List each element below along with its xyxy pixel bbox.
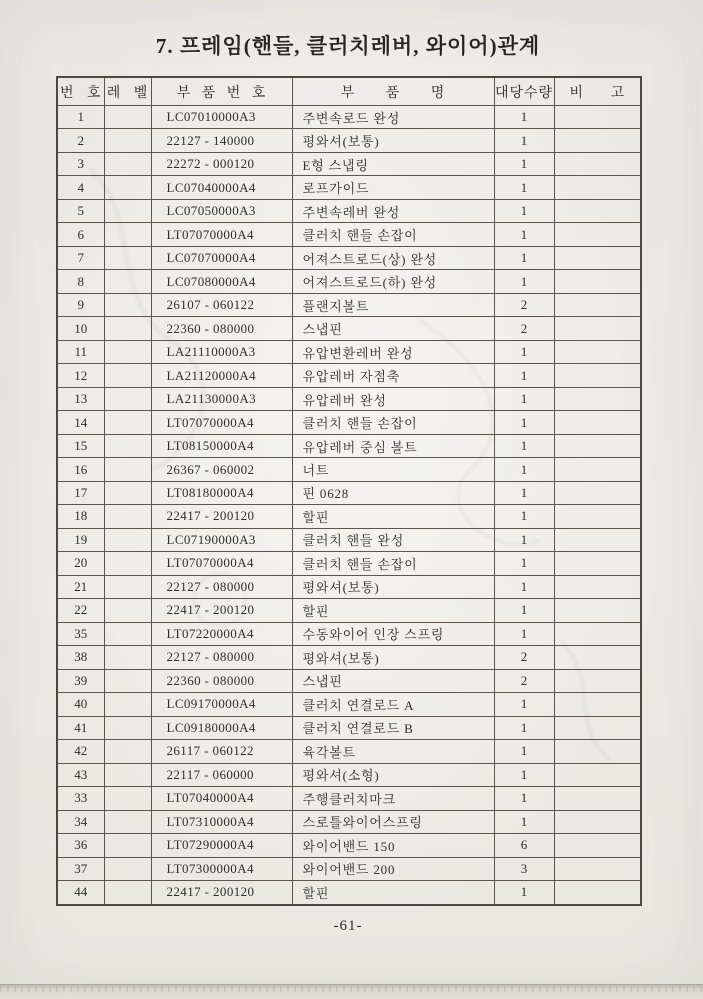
header-part-name: 부 품 명 bbox=[292, 77, 494, 106]
cell-remarks bbox=[554, 646, 641, 669]
cell-part-name: 로프가이드 bbox=[292, 176, 494, 199]
cell-part-number: LC07010000A3 bbox=[151, 106, 292, 129]
cell-qty: 1 bbox=[494, 763, 554, 786]
cell-part-name: 와이어밴드 200 bbox=[292, 857, 494, 880]
table-row bbox=[57, 387, 641, 410]
cell-part-number: LT07040000A4 bbox=[151, 787, 292, 810]
cell-part-number: 22127 - 080000 bbox=[151, 575, 292, 598]
cell-part-number: LT07070000A4 bbox=[151, 411, 292, 434]
cell-remarks bbox=[554, 810, 641, 833]
cell-qty: 1 bbox=[494, 223, 554, 246]
cell-no: 8 bbox=[57, 270, 104, 293]
cell-part-name: 유압레버 자점축 bbox=[292, 364, 494, 387]
table-header-row bbox=[57, 77, 641, 106]
cell-qty: 1 bbox=[494, 599, 554, 622]
cell-no: 12 bbox=[57, 364, 104, 387]
cell-remarks bbox=[554, 669, 641, 692]
cell-part-number: 26367 - 060002 bbox=[151, 458, 292, 481]
cell-remarks bbox=[554, 152, 641, 175]
cell-level bbox=[104, 152, 151, 175]
table-row bbox=[57, 669, 641, 692]
cell-no: 44 bbox=[57, 880, 104, 905]
cell-qty: 1 bbox=[494, 199, 554, 222]
table-row bbox=[57, 434, 641, 457]
cell-no: 21 bbox=[57, 575, 104, 598]
cell-part-name: 육각볼트 bbox=[292, 740, 494, 763]
cell-no: 16 bbox=[57, 458, 104, 481]
cell-no: 2 bbox=[57, 129, 104, 152]
cell-qty: 1 bbox=[494, 434, 554, 457]
cell-qty: 1 bbox=[494, 505, 554, 528]
cell-part-number: 22417 - 200120 bbox=[151, 599, 292, 622]
cell-no: 3 bbox=[57, 152, 104, 175]
cell-part-name: 와이어밴드 150 bbox=[292, 834, 494, 857]
cell-remarks bbox=[554, 787, 641, 810]
cell-qty: 1 bbox=[494, 458, 554, 481]
table-row bbox=[57, 575, 641, 598]
cell-remarks bbox=[554, 199, 641, 222]
cell-qty: 1 bbox=[494, 740, 554, 763]
cell-level bbox=[104, 599, 151, 622]
cell-part-name: 수동와이어 인장 스프링 bbox=[292, 622, 494, 645]
cell-remarks bbox=[554, 270, 641, 293]
cell-qty: 6 bbox=[494, 834, 554, 857]
cell-remarks bbox=[554, 317, 641, 340]
cell-qty: 2 bbox=[494, 317, 554, 340]
cell-qty: 1 bbox=[494, 716, 554, 739]
cell-part-name: 클러치 핸들 완성 bbox=[292, 528, 494, 551]
cell-part-number: 22360 - 080000 bbox=[151, 317, 292, 340]
cell-part-name: 할핀 bbox=[292, 505, 494, 528]
cell-remarks bbox=[554, 622, 641, 645]
cell-remarks bbox=[554, 599, 641, 622]
cell-part-number: LC09170000A4 bbox=[151, 693, 292, 716]
cell-level bbox=[104, 223, 151, 246]
cell-part-number: 22417 - 200120 bbox=[151, 880, 292, 905]
cell-no: 5 bbox=[57, 199, 104, 222]
cell-no: 43 bbox=[57, 763, 104, 786]
table-row bbox=[57, 857, 641, 880]
cell-no: 41 bbox=[57, 716, 104, 739]
cell-part-number: 26117 - 060122 bbox=[151, 740, 292, 763]
cell-no: 6 bbox=[57, 223, 104, 246]
cell-part-name: 평와셔(보통) bbox=[292, 575, 494, 598]
cell-part-name: 유압레버 중심 볼트 bbox=[292, 434, 494, 457]
cell-remarks bbox=[554, 552, 641, 575]
table-row bbox=[57, 599, 641, 622]
cell-no: 37 bbox=[57, 857, 104, 880]
scan-edge-speckle bbox=[0, 986, 703, 992]
cell-part-name: 클러치 핸들 손잡이 bbox=[292, 223, 494, 246]
cell-level bbox=[104, 763, 151, 786]
cell-qty: 1 bbox=[494, 106, 554, 129]
cell-part-number: LC07040000A4 bbox=[151, 176, 292, 199]
cell-qty: 3 bbox=[494, 857, 554, 880]
table-row bbox=[57, 810, 641, 833]
cell-part-name: E형 스냅링 bbox=[292, 152, 494, 175]
cell-remarks bbox=[554, 246, 641, 269]
cell-no: 34 bbox=[57, 810, 104, 833]
cell-level bbox=[104, 787, 151, 810]
table-row bbox=[57, 481, 641, 504]
cell-part-number: LT07070000A4 bbox=[151, 552, 292, 575]
cell-part-name: 핀 0628 bbox=[292, 481, 494, 504]
table-row bbox=[57, 152, 641, 175]
cell-level bbox=[104, 528, 151, 551]
cell-level bbox=[104, 646, 151, 669]
cell-part-name: 어져스트로드(상) 완성 bbox=[292, 246, 494, 269]
cell-no: 13 bbox=[57, 387, 104, 410]
table-row bbox=[57, 129, 641, 152]
cell-no: 4 bbox=[57, 176, 104, 199]
cell-qty: 1 bbox=[494, 575, 554, 598]
page-number: -61- bbox=[333, 918, 363, 934]
cell-level bbox=[104, 129, 151, 152]
header-remarks: 비 고 bbox=[554, 77, 641, 106]
table-row bbox=[57, 411, 641, 434]
cell-no: 9 bbox=[57, 293, 104, 316]
cell-part-name: 너트 bbox=[292, 458, 494, 481]
cell-no: 42 bbox=[57, 740, 104, 763]
cell-part-name: 할핀 bbox=[292, 880, 494, 905]
cell-part-number: 22417 - 200120 bbox=[151, 505, 292, 528]
cell-remarks bbox=[554, 857, 641, 880]
table-row bbox=[57, 834, 641, 857]
cell-part-number: LT07310000A4 bbox=[151, 810, 292, 833]
cell-part-name: 주행클러치마크 bbox=[292, 787, 494, 810]
cell-qty: 1 bbox=[494, 787, 554, 810]
cell-part-number: LC07190000A3 bbox=[151, 528, 292, 551]
cell-qty: 1 bbox=[494, 693, 554, 716]
cell-part-name: 플랜지볼트 bbox=[292, 293, 494, 316]
cell-remarks bbox=[554, 223, 641, 246]
cell-level bbox=[104, 740, 151, 763]
cell-no: 35 bbox=[57, 622, 104, 645]
cell-level bbox=[104, 317, 151, 340]
cell-part-name: 어져스트로드(하) 완성 bbox=[292, 270, 494, 293]
cell-no: 36 bbox=[57, 834, 104, 857]
cell-remarks bbox=[554, 458, 641, 481]
cell-level bbox=[104, 693, 151, 716]
table-row bbox=[57, 246, 641, 269]
table-row bbox=[57, 270, 641, 293]
cell-qty: 2 bbox=[494, 646, 554, 669]
cell-remarks bbox=[554, 411, 641, 434]
cell-part-number: LA21120000A4 bbox=[151, 364, 292, 387]
cell-qty: 1 bbox=[494, 364, 554, 387]
table-row bbox=[57, 740, 641, 763]
cell-part-number: LT07070000A4 bbox=[151, 223, 292, 246]
cell-qty: 1 bbox=[494, 481, 554, 504]
cell-qty: 1 bbox=[494, 387, 554, 410]
table-row bbox=[57, 646, 641, 669]
cell-part-name: 주변속로드 완성 bbox=[292, 106, 494, 129]
cell-part-number: LC07080000A4 bbox=[151, 270, 292, 293]
cell-level bbox=[104, 505, 151, 528]
cell-level bbox=[104, 552, 151, 575]
cell-part-name: 클러치 연결로드 B bbox=[292, 716, 494, 739]
cell-no: 11 bbox=[57, 340, 104, 363]
table-row bbox=[57, 364, 641, 387]
cell-part-number: LC09180000A4 bbox=[151, 716, 292, 739]
header-qty-per-unit: 대당수량 bbox=[494, 77, 554, 106]
cell-no: 39 bbox=[57, 669, 104, 692]
cell-part-number: LT07300000A4 bbox=[151, 857, 292, 880]
cell-part-number: 22360 - 080000 bbox=[151, 669, 292, 692]
cell-qty: 1 bbox=[494, 810, 554, 833]
cell-remarks bbox=[554, 505, 641, 528]
cell-part-name: 할핀 bbox=[292, 599, 494, 622]
table-row bbox=[57, 880, 641, 905]
cell-part-number: LT07290000A4 bbox=[151, 834, 292, 857]
cell-remarks bbox=[554, 575, 641, 598]
table-row bbox=[57, 787, 641, 810]
table-row bbox=[57, 622, 641, 645]
table-row bbox=[57, 317, 641, 340]
cell-part-number: 22272 - 000120 bbox=[151, 152, 292, 175]
table-row bbox=[57, 293, 641, 316]
table-row bbox=[57, 223, 641, 246]
cell-qty: 1 bbox=[494, 411, 554, 434]
cell-remarks bbox=[554, 293, 641, 316]
table-row bbox=[57, 458, 641, 481]
cell-level bbox=[104, 106, 151, 129]
cell-part-number: 22117 - 060000 bbox=[151, 763, 292, 786]
cell-qty: 1 bbox=[494, 552, 554, 575]
table-row bbox=[57, 528, 641, 551]
table-row bbox=[57, 716, 641, 739]
cell-part-name: 스로틀와이어스프링 bbox=[292, 810, 494, 833]
cell-level bbox=[104, 622, 151, 645]
cell-part-number: LT08180000A4 bbox=[151, 481, 292, 504]
cell-remarks bbox=[554, 528, 641, 551]
cell-remarks bbox=[554, 176, 641, 199]
cell-no: 1 bbox=[57, 106, 104, 129]
cell-part-number: 22127 - 080000 bbox=[151, 646, 292, 669]
cell-no: 14 bbox=[57, 411, 104, 434]
table-row bbox=[57, 340, 641, 363]
cell-level bbox=[104, 716, 151, 739]
cell-level bbox=[104, 411, 151, 434]
cell-level bbox=[104, 176, 151, 199]
table-row bbox=[57, 763, 641, 786]
cell-qty: 2 bbox=[494, 669, 554, 692]
table-row bbox=[57, 106, 641, 129]
cell-qty: 1 bbox=[494, 270, 554, 293]
cell-part-name: 유압변환레버 완성 bbox=[292, 340, 494, 363]
cell-level bbox=[104, 575, 151, 598]
cell-remarks bbox=[554, 129, 641, 152]
cell-remarks bbox=[554, 387, 641, 410]
cell-level bbox=[104, 669, 151, 692]
cell-qty: 1 bbox=[494, 880, 554, 905]
cell-qty: 1 bbox=[494, 528, 554, 551]
cell-level bbox=[104, 364, 151, 387]
cell-level bbox=[104, 810, 151, 833]
cell-remarks bbox=[554, 834, 641, 857]
cell-no: 33 bbox=[57, 787, 104, 810]
cell-part-name: 주변속레버 완성 bbox=[292, 199, 494, 222]
parts-table bbox=[56, 76, 642, 906]
cell-level bbox=[104, 857, 151, 880]
cell-no: 18 bbox=[57, 505, 104, 528]
cell-no: 17 bbox=[57, 481, 104, 504]
cell-remarks bbox=[554, 340, 641, 363]
cell-part-name: 평와셔(보통) bbox=[292, 646, 494, 669]
table-row bbox=[57, 552, 641, 575]
cell-remarks bbox=[554, 716, 641, 739]
cell-part-name: 클러치 핸들 손잡이 bbox=[292, 411, 494, 434]
cell-no: 38 bbox=[57, 646, 104, 669]
cell-remarks bbox=[554, 481, 641, 504]
page-title: 7. 프레임(핸들, 클러치레버, 와이어)관계 bbox=[155, 34, 541, 58]
table-row bbox=[57, 693, 641, 716]
cell-level bbox=[104, 293, 151, 316]
cell-no: 7 bbox=[57, 246, 104, 269]
cell-level bbox=[104, 246, 151, 269]
cell-qty: 1 bbox=[494, 622, 554, 645]
cell-no: 19 bbox=[57, 528, 104, 551]
header-no: 번 호 bbox=[57, 77, 104, 106]
cell-part-name: 스냅핀 bbox=[292, 669, 494, 692]
cell-no: 40 bbox=[57, 693, 104, 716]
cell-part-name: 평와셔(소형) bbox=[292, 763, 494, 786]
cell-qty: 1 bbox=[494, 129, 554, 152]
cell-part-name: 스냅핀 bbox=[292, 317, 494, 340]
table-row bbox=[57, 505, 641, 528]
cell-remarks bbox=[554, 763, 641, 786]
cell-qty: 2 bbox=[494, 293, 554, 316]
cell-part-name: 평와셔(보통) bbox=[292, 129, 494, 152]
cell-part-number: LA21110000A3 bbox=[151, 340, 292, 363]
table-body bbox=[57, 106, 641, 906]
cell-level bbox=[104, 270, 151, 293]
cell-no: 10 bbox=[57, 317, 104, 340]
cell-part-number: LA21130000A3 bbox=[151, 387, 292, 410]
cell-part-name: 유압레버 완성 bbox=[292, 387, 494, 410]
cell-remarks bbox=[554, 693, 641, 716]
header-part-number: 부 품 번 호 bbox=[151, 77, 292, 106]
cell-remarks bbox=[554, 364, 641, 387]
cell-remarks bbox=[554, 880, 641, 905]
cell-qty: 1 bbox=[494, 246, 554, 269]
cell-remarks bbox=[554, 434, 641, 457]
cell-level bbox=[104, 434, 151, 457]
cell-qty: 1 bbox=[494, 152, 554, 175]
cell-part-number: LC07070000A4 bbox=[151, 246, 292, 269]
cell-level bbox=[104, 458, 151, 481]
header-level: 레 벨 bbox=[104, 77, 151, 106]
cell-no: 20 bbox=[57, 552, 104, 575]
cell-level bbox=[104, 387, 151, 410]
cell-level bbox=[104, 880, 151, 905]
cell-level bbox=[104, 481, 151, 504]
cell-part-name: 클러치 핸들 손잡이 bbox=[292, 552, 494, 575]
cell-part-number: LT08150000A4 bbox=[151, 434, 292, 457]
cell-qty: 1 bbox=[494, 176, 554, 199]
cell-no: 22 bbox=[57, 599, 104, 622]
cell-no: 15 bbox=[57, 434, 104, 457]
cell-part-number: LT07220000A4 bbox=[151, 622, 292, 645]
cell-remarks bbox=[554, 106, 641, 129]
cell-level bbox=[104, 340, 151, 363]
cell-part-name: 클러치 연결로드 A bbox=[292, 693, 494, 716]
table-row bbox=[57, 176, 641, 199]
cell-part-number: LC07050000A3 bbox=[151, 199, 292, 222]
cell-level bbox=[104, 834, 151, 857]
cell-part-number: 22127 - 140000 bbox=[151, 129, 292, 152]
cell-part-number: 26107 - 060122 bbox=[151, 293, 292, 316]
cell-remarks bbox=[554, 740, 641, 763]
cell-qty: 1 bbox=[494, 340, 554, 363]
cell-level bbox=[104, 199, 151, 222]
table-row bbox=[57, 199, 641, 222]
